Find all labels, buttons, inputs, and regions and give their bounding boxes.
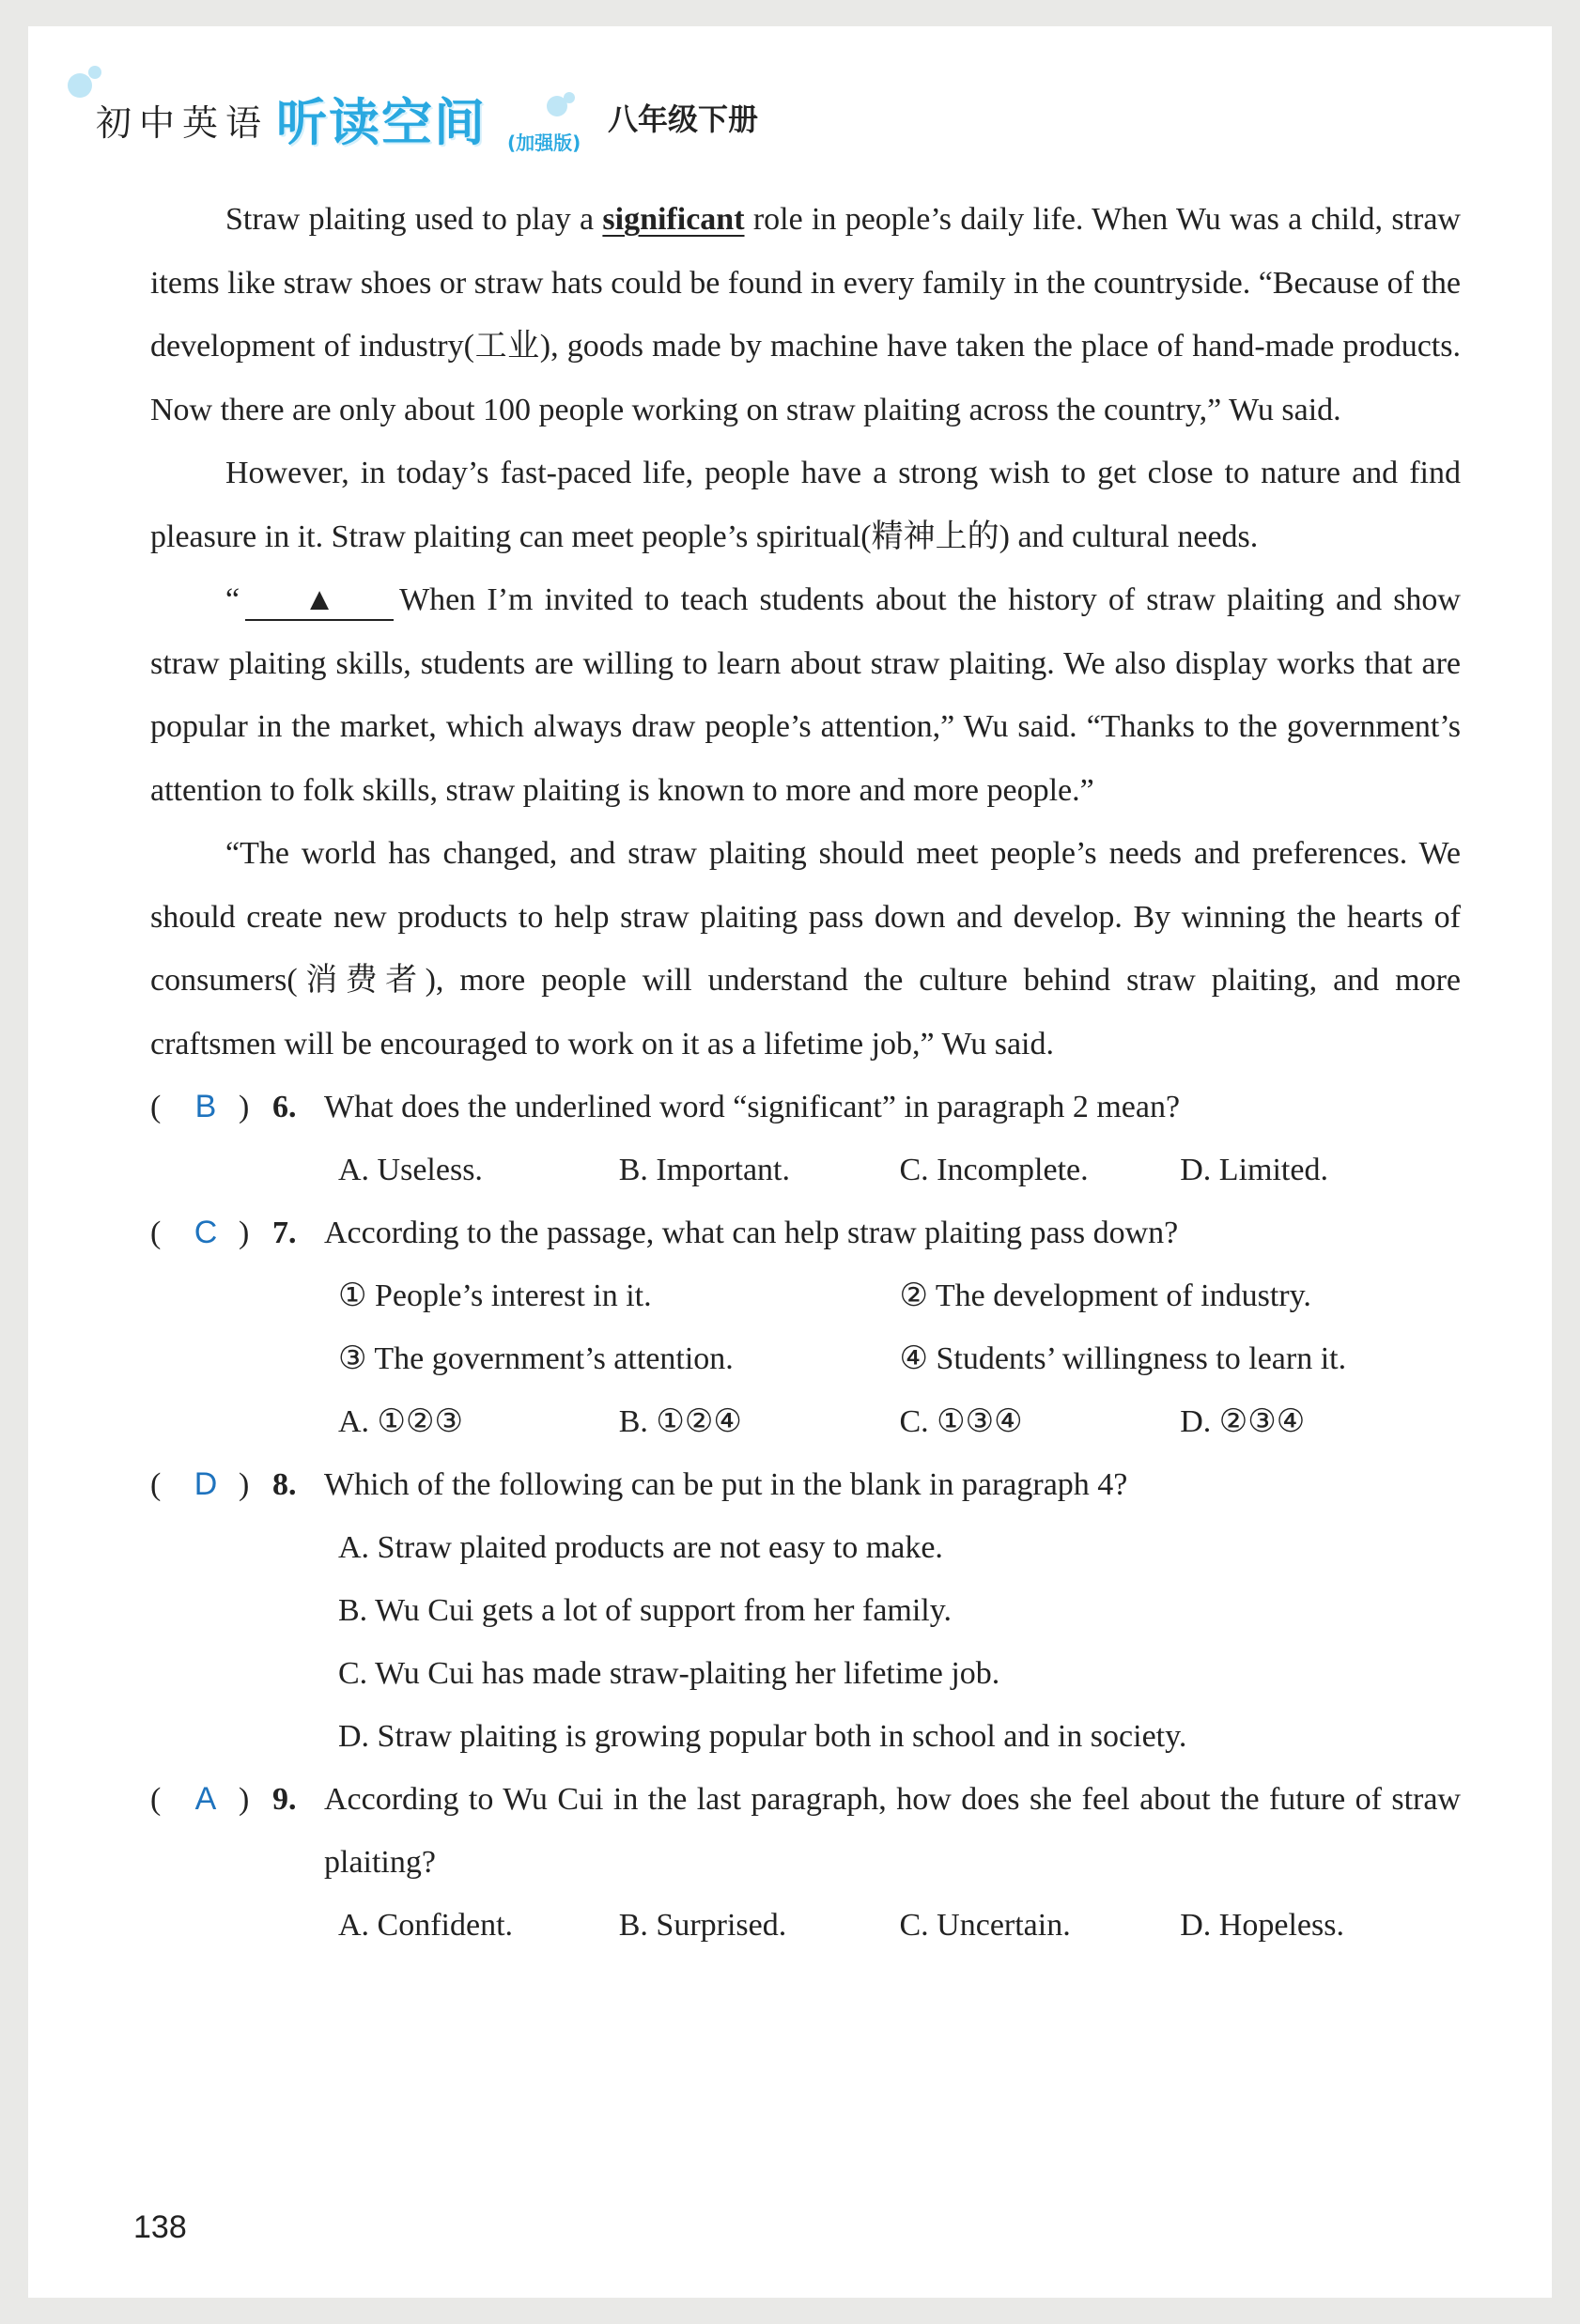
question-number: 6. — [272, 1090, 297, 1124]
page-header — [68, 58, 913, 162]
question-text: Which of the following can be put in the blank in paragraph 4? — [324, 1467, 1128, 1502]
question-text: According to Wu Cui in the last paragraph, how does she feel about the future of straw plaiting? — [324, 1782, 1461, 1880]
bracket-left: ( — [150, 1467, 162, 1502]
bracket-right: ) — [239, 1090, 250, 1124]
answer-letter: A — [194, 1781, 217, 1817]
answer-bracket — [150, 1076, 272, 1139]
paragraph-text: Straw plaiting used to play a — [225, 202, 603, 237]
paragraph-3: However, in today’s fast-paced life, people have a strong wish to get close to nature and find pleasure in it. Straw plaiting can meet people’s spiritual(精神上的) and cultural needs. — [150, 456, 1461, 554]
option-c: C. Uncertain. — [899, 1908, 1071, 1943]
item-2: ② The development of industry. — [899, 1278, 1311, 1313]
answer-bracket — [150, 1453, 272, 1516]
bracket-left: ( — [150, 1090, 162, 1124]
option-d: D. Limited. — [1180, 1153, 1328, 1187]
question-text: According to the passage, what can help straw plaiting pass down? — [324, 1216, 1179, 1250]
question-8 — [150, 1453, 1461, 1768]
option-a: A. Straw plaited products are not easy to make. — [338, 1530, 943, 1565]
bracket-left: ( — [150, 1782, 162, 1817]
option-c: C. Wu Cui has made straw-plaiting her lifetime job. — [338, 1656, 1000, 1691]
series-title: 初中英语 — [96, 102, 270, 144]
question-6 — [150, 1076, 1461, 1201]
question-number: 7. — [272, 1216, 297, 1250]
item-4: ④ Students’ willingness to learn it. — [899, 1341, 1347, 1376]
question-number: 9. — [272, 1782, 297, 1817]
bracket-right: ) — [239, 1782, 250, 1817]
bracket-right: ) — [239, 1467, 250, 1502]
bracket-right: ) — [239, 1216, 250, 1250]
paragraph-2 — [150, 188, 1461, 442]
items-row — [338, 1264, 1461, 1327]
answer-bracket — [150, 1768, 272, 1831]
question-text: What does the underlined word “significant” in paragraph 2 mean? — [324, 1090, 1181, 1124]
bracket-left: ( — [150, 1216, 162, 1250]
quote-mark: “ — [225, 582, 240, 617]
options-row — [338, 1894, 1461, 1957]
item-1: ① People’s interest in it. — [338, 1278, 652, 1313]
grade-label: 八年级下册 — [608, 101, 759, 137]
paragraph-5: “The world has changed, and straw plaiting should meet people’s needs and preferences. We should create new products to help straw plaiting pass down and develop. By winning the hearts of consumers(消费者), more people will understand the culture behind straw plaiting, and more craftsmen will be encouraged to work on it as a lifetime job,” Wu said. — [150, 836, 1461, 1061]
paragraph-text: When I’m invited to teach students about the history of straw plaiting and show straw plaiting skills, students are willing to learn about straw plaiting. We also display works that are popular in the market, which always draw people’s attention,” Wu said. “Thanks to the government’s attention to folk skills, straw plaiting is known to more and more people.” — [150, 582, 1461, 808]
brand-tag: (加强版) — [507, 132, 581, 154]
option-b: B. ①②④ — [618, 1404, 742, 1439]
page-number: 138 — [133, 2209, 187, 2245]
option-b: B. Wu Cui gets a lot of support from her family. — [338, 1593, 953, 1628]
question-number: 8. — [272, 1467, 297, 1502]
options-row — [338, 1139, 1461, 1201]
page-content — [150, 188, 1461, 1957]
brand-logo: 听读空间 — [276, 93, 487, 152]
answer-letter: B — [194, 1089, 217, 1124]
answer-blank: ▲ — [245, 581, 394, 621]
paragraph-4 — [150, 568, 1461, 822]
option-a: A. Useless. — [338, 1153, 483, 1187]
paragraph-text: role in people’s daily life. When Wu was a child, straw items like straw shoes or straw hats could be found in every family in the countryside. “Because of the development of industry(工业), goods made by machine have taken the place of hand-made products. Now there are only about 100 people working on straw plaiting across the country,” Wu said. — [150, 202, 1461, 427]
answer-bracket — [150, 1201, 272, 1264]
items-row — [338, 1327, 1461, 1390]
option-c: C. ①③④ — [899, 1404, 1023, 1439]
option-d: D. ②③④ — [1180, 1404, 1306, 1439]
question-9 — [150, 1768, 1461, 1957]
answer-letter: C — [194, 1215, 218, 1250]
option-a: A. ①②③ — [338, 1404, 463, 1439]
options-row — [338, 1390, 1461, 1453]
option-b: B. Important. — [618, 1153, 791, 1187]
item-3: ③ The government’s attention. — [338, 1341, 734, 1376]
underlined-word: significant — [602, 202, 745, 237]
option-d: D. Straw plaiting is growing popular both in school and in society. — [338, 1719, 1187, 1754]
option-a: A. Confident. — [338, 1908, 514, 1943]
option-c: C. Incomplete. — [899, 1153, 1089, 1187]
option-d: D. Hopeless. — [1180, 1908, 1344, 1943]
question-7 — [150, 1201, 1461, 1453]
option-b: B. Surprised. — [618, 1908, 787, 1943]
answer-letter: D — [194, 1466, 218, 1502]
